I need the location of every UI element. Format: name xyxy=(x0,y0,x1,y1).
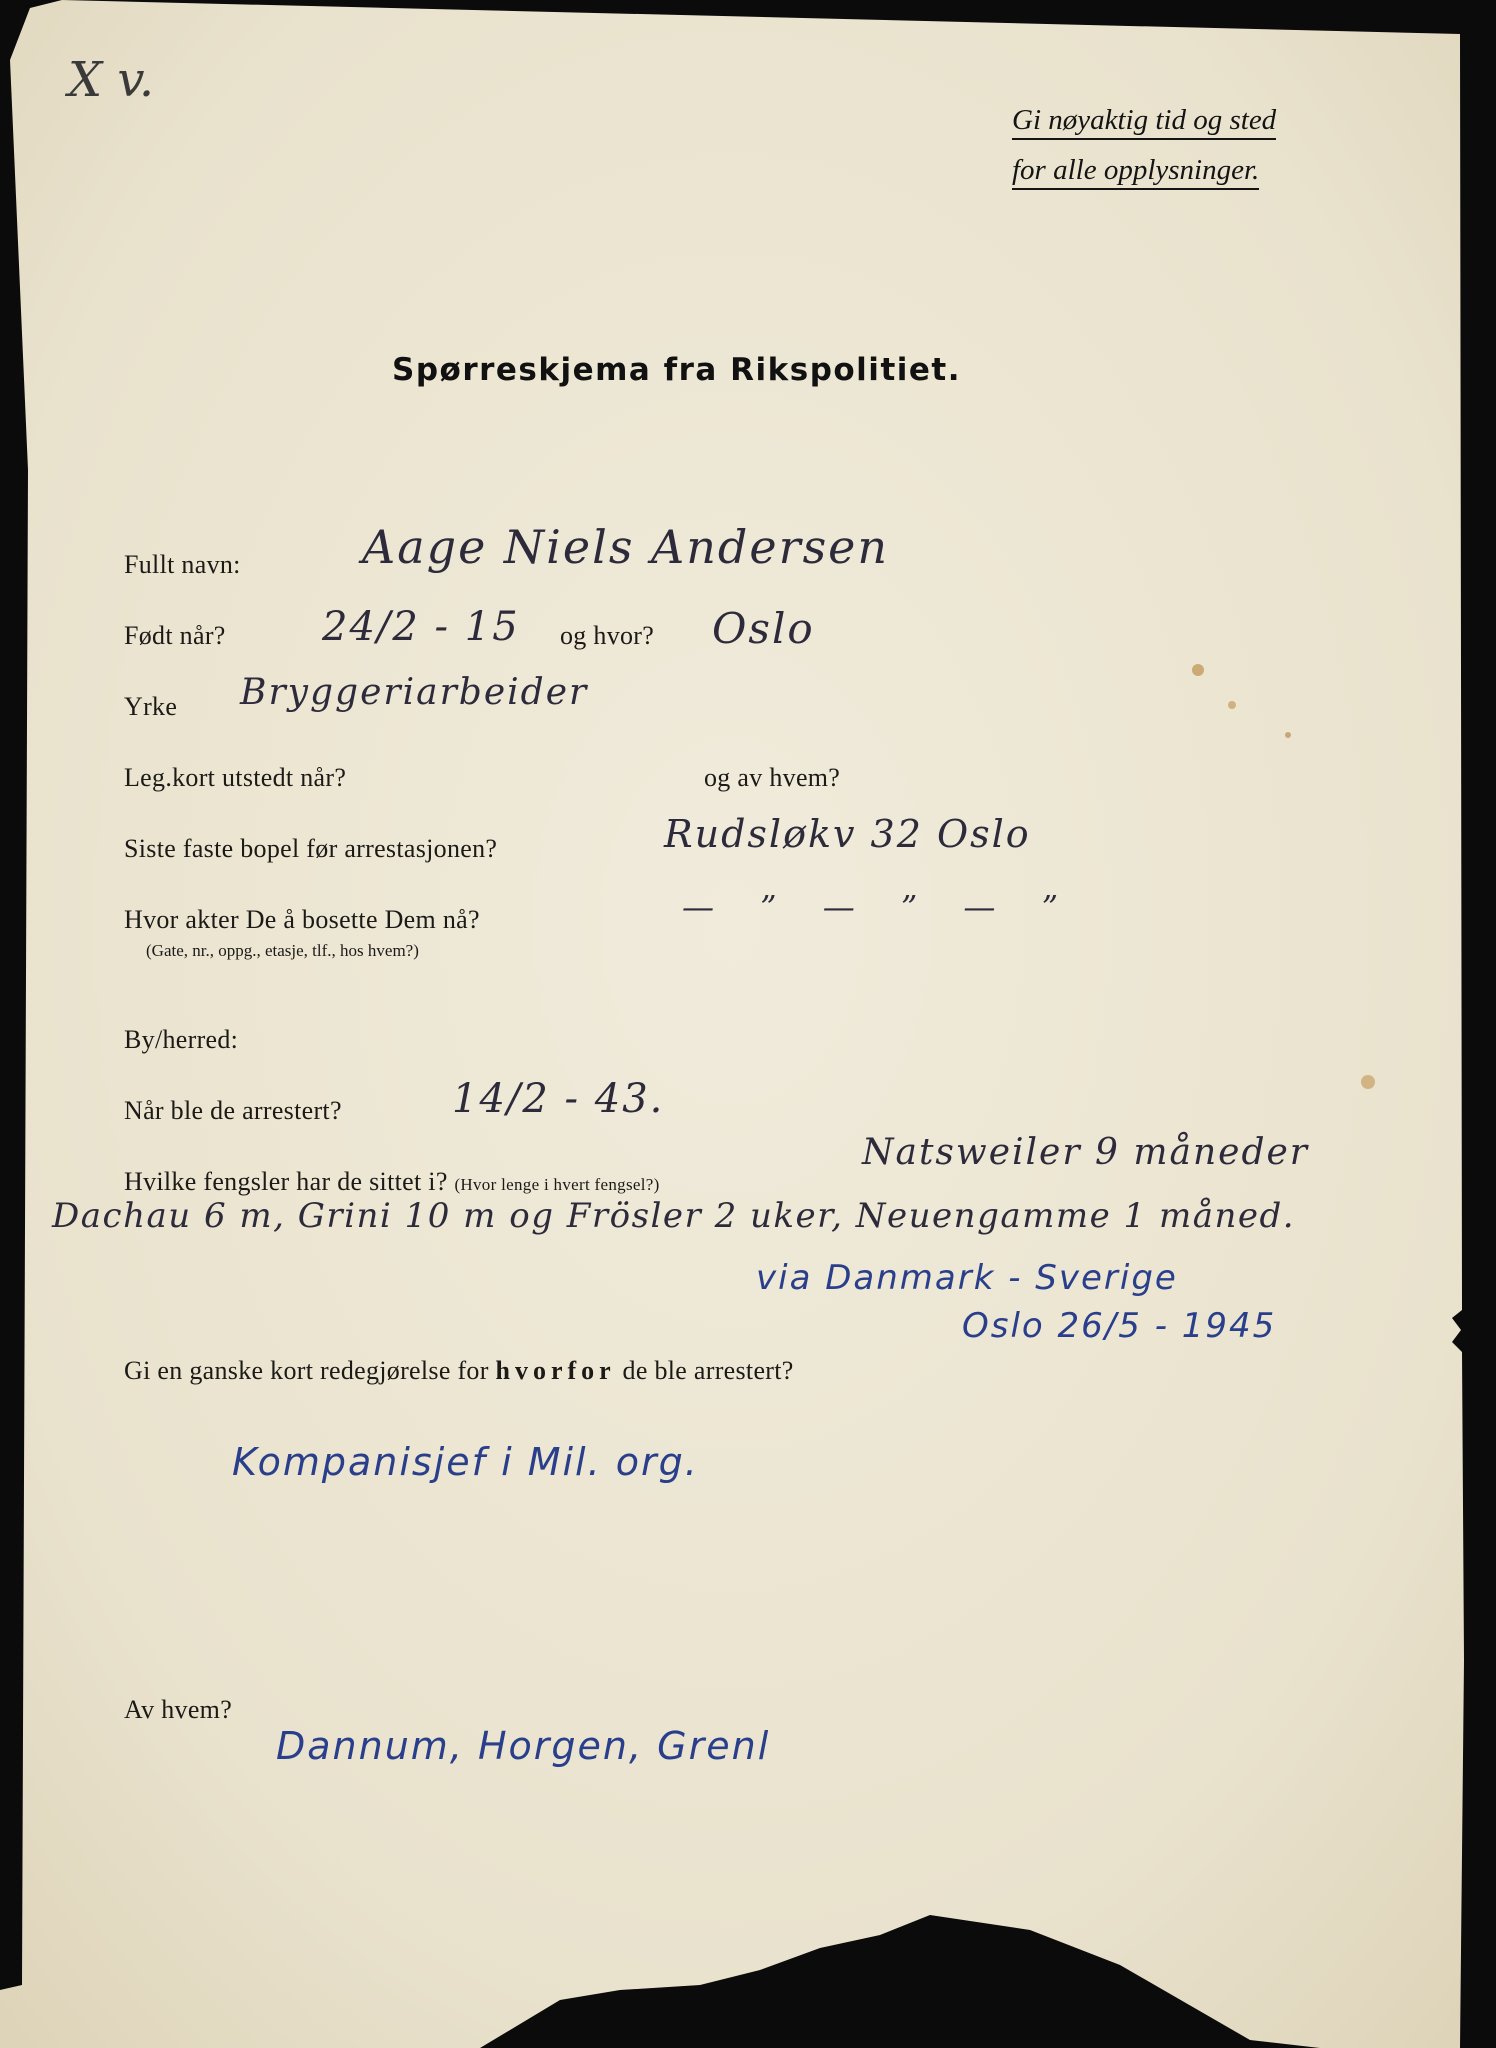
settle-where-value: — ” — ” — ” xyxy=(682,888,1076,926)
why-arrested-label-post: de ble arrestert? xyxy=(622,1356,794,1385)
by-whom-label: Av hvem? xyxy=(124,1695,233,1724)
last-address-label: Siste faste bopel før arrestasjonen? xyxy=(124,834,498,863)
occupation-label: Yrke xyxy=(124,692,178,721)
id-issued-when-label: Leg.kort utstedt når? xyxy=(124,763,347,792)
stain xyxy=(1192,664,1204,676)
born-when-label: Født når? xyxy=(124,621,226,650)
instruction-line-1: Gi nøyaktig tid og sted xyxy=(1012,104,1276,140)
by-whom-value: Dannum, Horgen, Grenl xyxy=(276,1724,771,1768)
why-arrested-label-emph: hvorfor xyxy=(495,1356,616,1385)
form-title: Spørreskjema fra Rikspolitiet. xyxy=(392,352,962,388)
born-when-value: 24/2 - 15 xyxy=(322,604,520,650)
prisons-value-line-3: via Danmark - Sverige xyxy=(756,1258,1178,1298)
prisons-value-line-4: Oslo 26/5 - 1945 xyxy=(962,1306,1277,1346)
occupation-value: Bryggeriarbeider xyxy=(240,672,589,713)
arrested-when-label: Når ble de arrestert? xyxy=(124,1096,342,1125)
prisons-value-line-2: Dachau 6 m, Grini 10 m og Frösler 2 uker, Neuengamme 1 måned. xyxy=(52,1196,1296,1236)
prisons-sublabel: (Hvor lenge i hvert fengsel?) xyxy=(454,1175,660,1194)
arrested-when-value: 14/2 - 43. xyxy=(452,1076,665,1122)
stain xyxy=(1228,701,1236,709)
born-where-label: og hvor? xyxy=(560,621,655,650)
full-name-label: Fullt navn: xyxy=(124,550,241,579)
id-issued-by-label: og av hvem? xyxy=(704,763,841,792)
corner-pencil-note: X v. xyxy=(68,52,155,108)
full-name-value: Aage Niels Andersen xyxy=(362,520,890,574)
prisons-label xyxy=(124,1167,660,1197)
last-address-value: Rudsløkv 32 Oslo xyxy=(664,812,1031,856)
born-where-value: Oslo xyxy=(712,604,815,653)
why-arrested-label-pre: Gi en ganske kort redegjørelse for xyxy=(124,1356,489,1385)
stain xyxy=(1285,732,1291,738)
municipality-label: By/herred: xyxy=(124,1025,239,1054)
why-arrested-label xyxy=(124,1356,794,1386)
why-arrested-value: Kompanisjef i Mil. org. xyxy=(232,1440,699,1484)
settle-where-label: Hvor akter De å bosette Dem nå? xyxy=(124,905,480,934)
prisons-value-line-1: Natsweiler 9 måneder xyxy=(862,1132,1310,1173)
settle-where-sublabel: (Gate, nr., oppg., etasje, tlf., hos hvem?) xyxy=(146,941,419,960)
prisons-label-text: Hvilke fengsler har de sittet i? xyxy=(124,1167,448,1196)
stain xyxy=(1361,1075,1375,1089)
instruction-line-2: for alle opplysninger. xyxy=(1012,154,1259,190)
